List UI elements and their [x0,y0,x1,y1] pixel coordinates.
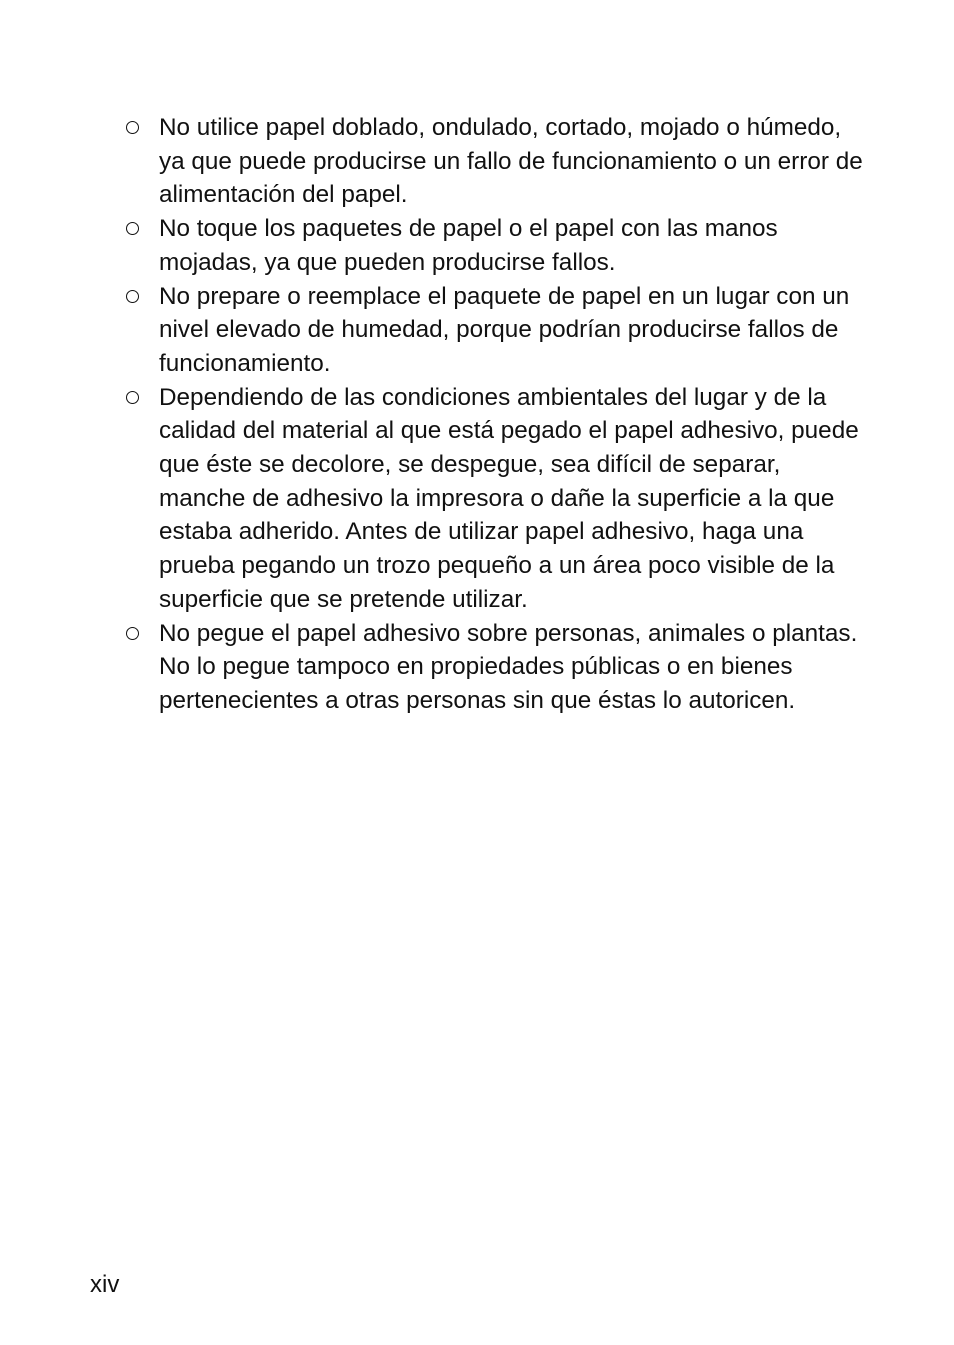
circle-bullet-icon [126,627,139,640]
page-number: xiv [90,1271,120,1298]
list-item [124,111,864,212]
list-item [124,381,864,617]
circle-bullet-icon [126,121,139,134]
caution-list [124,111,864,718]
list-item [124,280,864,381]
list-item [124,617,864,718]
list-item-text: No pegue el papel adhesivo sobre personas, animales o plantas. No lo pegue tampoco en propiedades públicas o en bienes pertenecientes a otras personas sin que éstas lo autoricen. [159,619,858,714]
list-item [124,212,864,279]
circle-bullet-icon [126,290,139,303]
circle-bullet-icon [126,391,139,404]
list-item-text: No toque los paquetes de papel o el papel con las manos mojadas, ya que pueden producirse fallos. [159,215,778,276]
list-item-text: No utilice papel doblado, ondulado, cortado, mojado o húmedo, ya que puede producirse un fallo de funcionamiento o un error de alimentación del papel. [159,114,863,209]
list-item-text: No prepare o reemplace el paquete de papel en un lugar con un nivel elevado de humedad, porque podrían producirse fallos de funcionamiento. [159,282,850,377]
circle-bullet-icon [126,222,139,235]
list-item-text: Dependiendo de las condiciones ambientales del lugar y de la calidad del material al que está pegado el papel adhesivo, puede que éste se decolore, se despegue, sea difícil de separar, manche de adhesivo la impresora o dañe la superficie a la que estaba adherido. Antes de utilizar papel adhesivo, haga una prueba pegando un trozo pequeño a un área poco visible de la superficie que se pretende utilizar. [159,383,859,613]
